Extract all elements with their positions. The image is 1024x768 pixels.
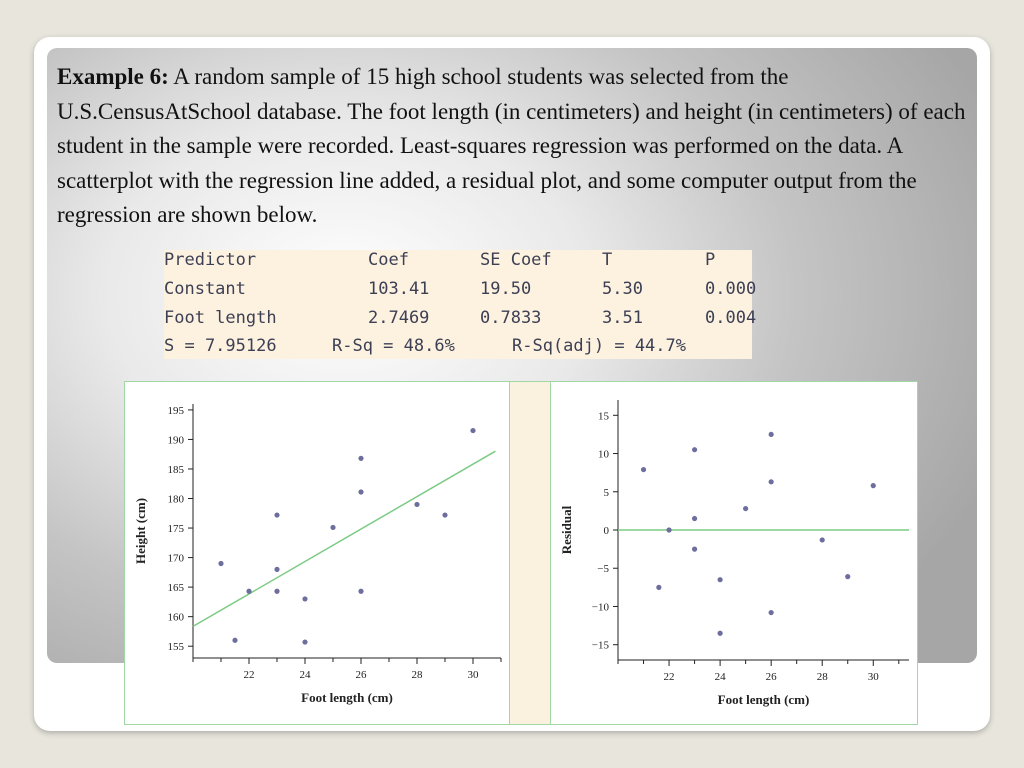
residual-x-tick-label: 26 [765,671,777,683]
scatter-point [442,512,447,517]
output-row-constant-label: Constant [164,279,246,299]
scatter-point [246,589,251,594]
scatter-y-tick-label: 180 [167,493,184,506]
scatter-point [232,638,237,643]
residual-x-tick-label: 30 [867,671,879,683]
residual-y-tick-label: −5 [597,563,609,576]
residual-x-tick-label: 28 [816,671,828,683]
scatter-x-tick-label: 22 [243,669,255,681]
residual-x-tick-label: 22 [663,671,675,683]
scatter-point [358,456,363,461]
scatter-x-tick-label: 24 [299,669,311,681]
residual-y-tick-label: 5 [603,486,609,499]
scatter-point [302,596,307,601]
output-row-constant-se: 19.50 [480,279,532,299]
residual-plot-chart [551,382,917,724]
output-row-constant-t: 5.30 [602,279,643,299]
regression-output-table [164,250,757,359]
scatter-point [274,512,279,517]
scatter-point [470,428,475,433]
residual-point [692,516,697,521]
output-summary-rsq: R-Sq = 48.6% [332,336,455,356]
output-row-foot-label: Foot length [164,308,277,328]
output-header-predictor: Predictor [164,250,257,270]
residual-point [666,527,671,532]
scatter-x-tick-label: 28 [411,669,423,681]
residual-point [769,479,774,484]
residual-point [656,585,661,590]
output-row-foot-t: 3.51 [602,308,643,328]
scatter-x-tick-label: 26 [355,669,367,681]
scatter-y-tick-label: 170 [167,552,184,565]
scatter-y-tick-label: 195 [167,404,184,417]
output-row-foot-coef: 2.7469 [368,308,430,328]
residual-point [769,432,774,437]
output-header-coef: Coef [368,250,409,270]
output-header-se-coef: SE Coef [480,250,552,270]
scatter-point [358,489,363,494]
residual-y-tick-label: −15 [591,639,609,652]
residual-y-tick-label: 10 [598,448,609,461]
scatterplot-chart [125,382,509,724]
residual-y-tick-label: −10 [591,601,609,614]
scatter-point [302,639,307,644]
output-row-constant-coef: 103.41 [368,279,430,299]
scatter-point [414,502,419,507]
example-heading: Example 6: [57,64,169,89]
output-row-constant-p: 0.000 [705,279,757,299]
residual-point [769,610,774,615]
output-header-p: P [705,250,716,270]
residual-point [743,506,748,511]
scatter-y-tick-label: 185 [167,463,184,476]
residual-point [692,547,697,552]
scatter-x-axis-label: Foot length (cm) [301,690,393,705]
residual-point [820,537,825,542]
output-summary-s: S = 7.95126 [164,336,277,356]
scatter-point [330,525,335,530]
residual-point [718,631,723,636]
output-summary-rsq-adj: R-Sq(adj) = 44.7% [512,336,686,356]
output-row-foot-se: 0.7833 [480,308,542,328]
scatter-point [274,589,279,594]
scatter-regression-line [193,451,495,626]
scatter-point [274,567,279,572]
residual-point [871,483,876,488]
residual-point [718,577,723,582]
residual-plot-panel [550,381,918,725]
residual-point [641,467,646,472]
residual-y-tick-label: 0 [603,525,609,537]
scatter-y-tick-label: 165 [167,582,184,595]
residual-y-tick-label: 15 [598,410,609,423]
scatterplot-panel [124,381,510,725]
scatter-y-axis-label: Height (cm) [133,497,148,565]
residual-point [692,447,697,452]
example-paragraph: A random sample of 15 high school students was selected from the U.S.CensusAtSchool database. The foot length (in centimeters) and height (in centimeters) of each student in the sample were recorded. Least-squares regression was performed on the data. A scatterplot with the regression line added, a residual plot, and some computer output from the regression are shown below. [57,64,966,227]
scatter-y-tick-label: 155 [167,641,184,654]
scatter-y-tick-label: 190 [167,434,184,447]
output-row-foot-p: 0.004 [705,308,757,328]
scatter-y-tick-label: 175 [167,523,184,536]
example-text [57,60,972,233]
residual-point [845,574,850,579]
residual-x-axis-label: Foot length (cm) [717,692,810,707]
output-header-t: T [602,250,613,270]
scatter-point [218,561,223,566]
residual-x-tick-label: 24 [714,671,726,683]
residual-y-axis-label: Residual [559,505,574,555]
scatter-x-tick-label: 30 [467,669,479,681]
scatter-y-tick-label: 160 [167,611,184,624]
scatter-point [358,589,363,594]
